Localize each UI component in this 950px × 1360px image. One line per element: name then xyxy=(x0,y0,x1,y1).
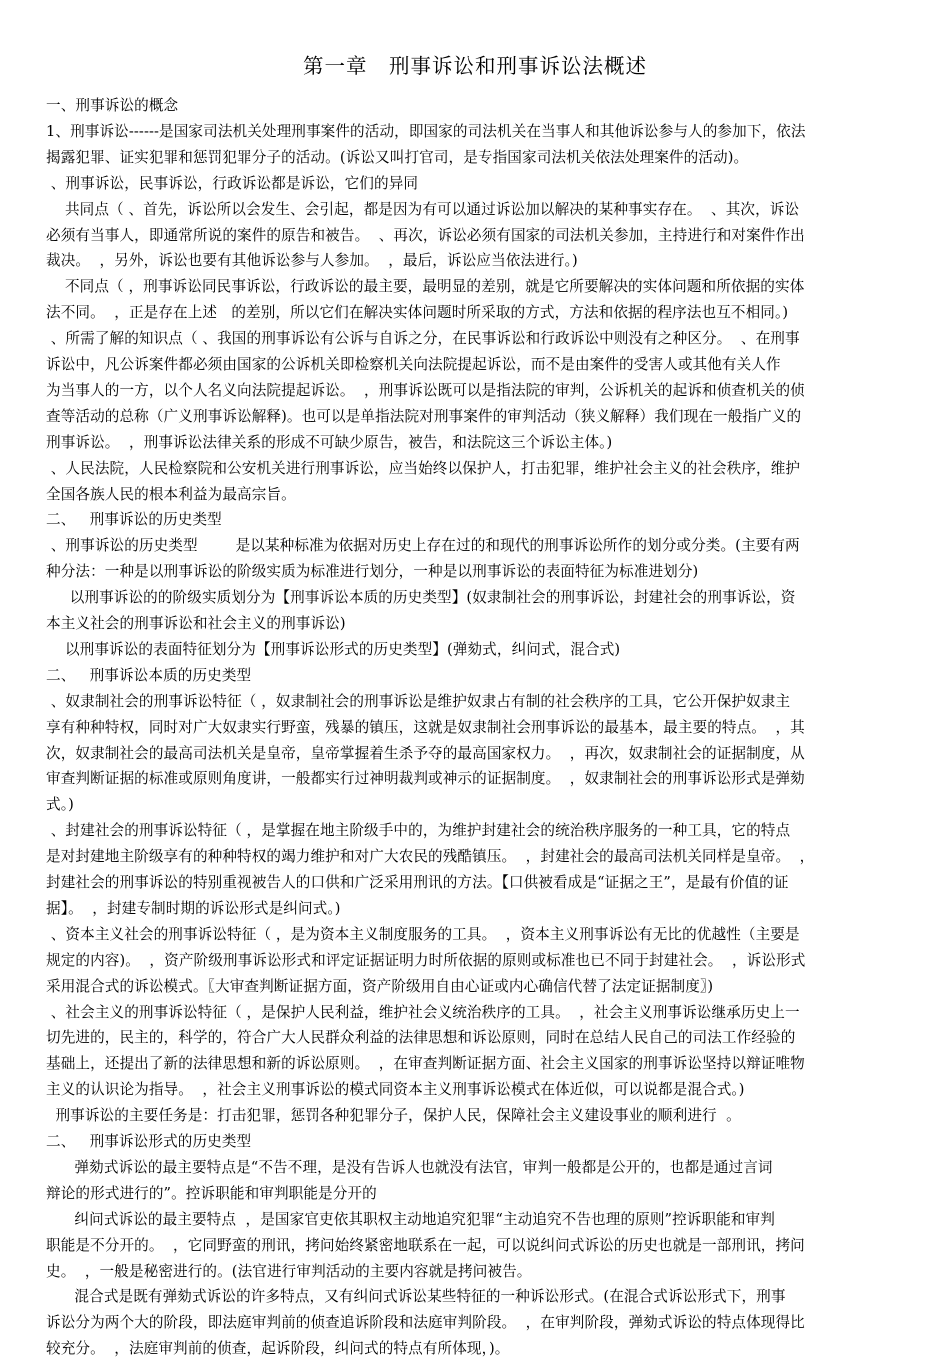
text-line: 采用混合式的诉讼模式。〖大审查判断证据方面，资产阶级用自由心证或内心确信代替了法定证据制度〗) xyxy=(46,977,714,995)
text-line: 、奴隶制社会的刑事诉讼特征（ ，奴隶制社会的刑事诉讼是维护奴隶占有制的社会秩序的工具，它公开保护奴隶主 xyxy=(46,692,791,710)
text-line: 史。 ，一般是秘密进行的。(法官进行审判活动的主要内容就是拷问被告。 xyxy=(46,1262,532,1280)
text-line: 法不同。 ，正是存在上述 的差别，所以它们在解决实体问题时所采取的方式，方法和依据的程序法也互不相同。) xyxy=(46,304,789,322)
page-title: 第一章 刑事诉讼和刑事诉讼法概述 xyxy=(303,54,647,78)
text-line: 二、 刑事诉讼形式的历史类型 xyxy=(46,1133,252,1150)
text-line: 以刑事诉讼的的阶级实质划分为【刑事诉讼本质的历史类型】(奴隶制社会的刑事诉讼，封建社会的刑事诉讼，资 xyxy=(46,589,796,607)
text-line: 、刑事诉讼，民事诉讼，行政诉讼都是诉讼，它们的异同 xyxy=(46,174,419,192)
text-line: 共同点（ 、首先，诉讼所以会发生、会引起，都是因为有可以通过诉讼加以解决的某种事实存在。 、其次，诉讼 xyxy=(46,200,800,218)
text-line: 式。) xyxy=(46,796,74,814)
text-line: 二、 刑事诉讼的历史类型 xyxy=(46,511,222,529)
text-line: 审查判断证据的标准或原则角度讲，一般都实行过神明裁判或神示的证据制度。 ，奴隶制社会的刑事诉讼形式是弹劾 xyxy=(46,770,805,788)
text-line: 混合式是既有弹劾式诉讼的许多特点，又有纠问式诉讼某些特征的一种诉讼形式。(在混合式诉讼形式下，刑事 xyxy=(46,1288,786,1306)
text-line: 主义的认识论为指导。 ，社会主义刑事诉讼的模式同资本主义刑事诉讼模式在体近似，可以说都是混合式。) xyxy=(46,1081,745,1099)
text-line: 诉讼分为两个大的阶段，即法庭审判前的侦查追诉阶段和法庭审判阶段。 ，在审判阶段，弹劾式诉讼的特点体现得比 xyxy=(46,1314,805,1332)
text-line: 、社会主义的刑事诉讼特征（ ，是保护人民利益，维护社会义统治秩序的工具。 ，社会主义刑事诉讼继承历史上一 xyxy=(46,1003,800,1021)
text-line: 揭露犯罪、证实犯罪和惩罚犯罪分子的活动。(诉讼又叫打官司，是专指国家司法机关依法处理案件的活动)。 xyxy=(46,148,749,166)
text-line: 切先进的，民主的，科学的，符合广大人民群众利益的法律思想和诉讼原则，同时在总结人民自己的司法工作经验的 xyxy=(46,1029,796,1047)
text-line: 享有种种特权，同时对广大奴隶实行野蛮，残暴的镇压，这就是奴隶制社会刑事诉讼的最基本，最主要的特点。 ，其 xyxy=(46,718,805,736)
text-line: 纠问式诉讼的最主要特点 ，是国家官吏依其职权主动地追究犯罪“主动追究不告也理的原则”控诉职能和审判 xyxy=(46,1210,775,1228)
text-line: 、资本主义社会的刑事诉讼特征（ ，是为资本主义制度服务的工具。 ，资本主义刑事诉讼有无比的优越性（主要是 xyxy=(46,925,800,943)
text-line: 规定的内容)。 ，资产阶级刑事诉讼形式和评定证据证明力时所依据的原则或标准也已不同于封建社会。 ，诉讼形式 xyxy=(46,951,806,969)
text-line: 一、刑事诉讼的概念 xyxy=(46,97,179,114)
text-line: 基础上，还提出了新的法律思想和新的诉讼原则。 ，在审查判断证据方面、社会主义国家的刑事诉讼坚持以辩证唯物 xyxy=(46,1055,805,1073)
text-line: 全国各族人民的根本利益为最高宗旨。 xyxy=(46,485,296,503)
text-line: 、人民法院，人民检察院和公安机关进行刑事诉讼，应当始终以保护人，打击犯罪，维护社会主义的社会秩序，维护 xyxy=(46,459,801,477)
text-line: 1、刑事诉讼------是国家司法机关处理刑事案件的活动，即国家的司法机关在当事人和其他诉讼参与人的参加下，依法 xyxy=(46,122,806,140)
text-line: 、刑事诉讼的历史类型 是以某种标准为依据对历史上存在过的和现代的刑事诉讼所作的划分或分类。(主要有两 xyxy=(46,537,800,555)
text-line: 查等活动的总称（广义刑事诉讼解释)。也可以是单指法院对刑事案件的审判活动（狭义解释）我们现在一般指广义的 xyxy=(46,407,802,425)
text-line: 职能是不分开的。 ，它同野蛮的刑讯，拷问始终紧密地联系在一起，可以说纠问式诉讼的历史也就是一部刑讯，拷问 xyxy=(46,1236,805,1254)
text-line: 不同点（ ，刑事诉讼同民事诉讼，行政诉讼的最主要，最明显的差别，就是它所要解决的实体问题和所依据的实体 xyxy=(46,278,805,296)
text-line: 刑事诉讼。 ，刑事诉讼法律关系的形成不可缺少原告，被告，和法院这三个诉讼主体。) xyxy=(46,433,613,451)
text-line: 裁决。 ，另外，诉讼也要有其他诉讼参与人参加。 ，最后，诉讼应当依法进行。) xyxy=(46,252,578,270)
text-line: 据】。 ，封建专制时期的诉讼形式是纠问式。) xyxy=(46,899,341,917)
text-line: 、封建社会的刑事诉讼特征（ ，是掌握在地主阶级手中的，为维护封建社会的统治秩序服务的一种工具，它的特点 xyxy=(46,822,791,840)
text-line: 诉讼中，凡公诉案件都必须由国家的公诉机关即检察机关向法院提起诉讼，而不是由案件的受害人或其他有关人作 xyxy=(46,356,781,373)
text-line: 以刑事诉讼的表面特征划分为【刑事诉讼形式的历史类型】(弹劾式，纠问式，混合式) xyxy=(46,640,621,658)
text-line: 必须有当事人，即通常所说的案件的原告和被告。 、再次，诉讼必须有国家的司法机关参加，主持进行和对案件作出 xyxy=(46,226,805,244)
text-line: 、所需了解的知识点（ 、我国的刑事诉讼有公诉与自诉之分，在民事诉讼和行政诉讼中则没有之种区分。 、在刑事 xyxy=(46,330,800,348)
text-line: 封建社会的刑事诉讼的特别重视被告人的口供和广泛采用刑讯的方法。【口供被看成是“证据之王”，是最有价值的证 xyxy=(46,874,789,891)
text-line: 较充分。 ，法庭审判前的侦查，起诉阶段，纠问式的特点有所体现，)。 xyxy=(46,1340,510,1358)
text-line: 二、 刑事诉讼本质的历史类型 xyxy=(46,666,252,684)
text-line: 本主义社会的刑事诉讼和社会主义的刑事诉讼) xyxy=(46,615,346,632)
text-line: 是对封建地主阶级享有的种种特权的竭力维护和对广大农民的残酷镇压。 ，封建社会的最高司法机关同样是皇帝。 ， xyxy=(46,848,815,866)
text-line: 弹劾式诉讼的最主要特点是“不告不理，是没有告诉人也就没有法官，审判一般都是公开的，也都是通过言词 xyxy=(46,1158,773,1176)
text-line: 次，奴隶制社会的最高司法机关是皇帝，皇帝掌握着生杀予夺的最高国家权力。 ，再次，奴隶制社会的证据制度，从 xyxy=(46,744,805,762)
text-line: 为当事人的一方，以个人名义向法院提起诉讼。 ，刑事诉讼既可以是指法院的审判，公诉机关的起诉和侦查机关的侦 xyxy=(46,381,805,399)
text-line: 辩论的形式进行的”。控诉职能和审判职能是分开的 xyxy=(46,1184,377,1202)
text-line: 刑事诉讼的主要任务是：打击犯罪，惩罚各种犯罪分子，保护人民，保障社会主义建设事业的顺利进行 。 xyxy=(46,1107,741,1125)
text-line: 种分法：一种是以刑事诉讼的阶级实质为标准进行划分，一种是以刑事诉讼的表面特征为标准进划分) xyxy=(46,563,699,581)
